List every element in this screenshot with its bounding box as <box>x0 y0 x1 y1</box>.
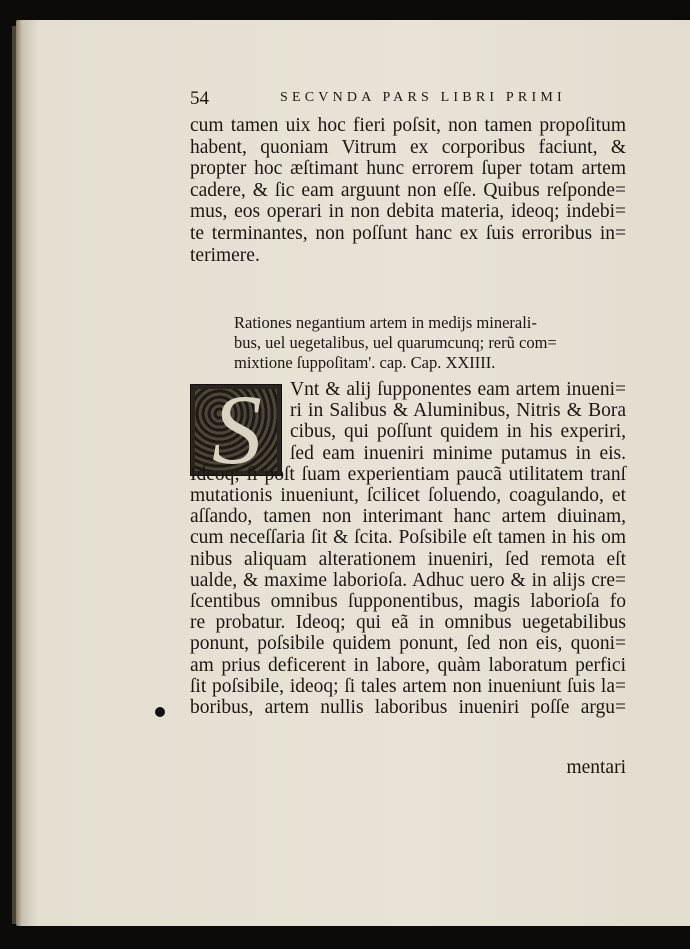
drop-cap-ornament <box>190 384 282 476</box>
text-line: ualde, & maxime laborioſa. Adhuc uero & in alijs cre= <box>190 569 626 591</box>
text-line: ſit poſsibile, ideoq; ſi tales artem non inueniunt ſuis la= <box>190 675 626 697</box>
text-line: cum tamen uix hoc fieri poſsit, non tamen propoſitum <box>190 115 626 136</box>
text-line: ri in Salibus & Aluminibus, Nitris & Bora <box>290 400 626 422</box>
text-line: Ideoq; ſi poſt ſuam experientiam paucã utilitatem tranſ <box>190 463 626 485</box>
text-line: re probatur. Ideoq; qui eã in omnibus uegetabilibus <box>190 612 626 634</box>
ink-blot <box>155 707 165 717</box>
text-line: nibus aliquam alterationem inueniri, ſed remota eſt <box>190 548 626 570</box>
text-line: ſcentibus omnibus ſupponentibus, magis laborioſa fo <box>190 591 626 612</box>
text-line: propter hoc æſtimant hunc errorem ſuper totam artem <box>190 158 626 180</box>
text-line: Vnt & alij ſupponentes eam artem inueni= <box>290 379 626 400</box>
running-head: SECVNDA PARS LIBRI PRIMI <box>280 90 566 105</box>
text-line: aſſando, tamen non interimant hanc artem diuinam, <box>190 506 626 528</box>
page-header <box>190 88 626 112</box>
text-line: ſed eam inueniri minime putamus in eis. <box>290 442 626 464</box>
drop-cap-letter: S <box>212 384 262 476</box>
page-number: 54 <box>190 88 209 109</box>
text-line: bus, uel uegetalibus, uel quarumcunq; rerũ com= <box>234 333 557 352</box>
catchword: mentari <box>566 757 626 778</box>
text-line: terimere. <box>190 244 260 266</box>
text-line: am prius deficerent in labore, quàm laboratum perfici <box>190 654 626 676</box>
text-line: ponunt, poſsibile quidem ponunt, ſed non eis, quoni= <box>190 633 626 655</box>
text-line: Rationes negantium artem in medijs minerali- <box>234 313 537 332</box>
text-line: mus, eos operari in non debita materia, ideoq; indebi= <box>190 201 626 223</box>
text-line: mutationis inueniunt, ſcilicet ſoluendo, coagulando, et <box>190 485 626 506</box>
text-line: habent, quoniam Vitrum ex corporibus faciunt, & <box>190 136 626 158</box>
text-line: te terminantes, non poſſunt hanc ex ſuis erroribus in= <box>190 223 626 244</box>
text-line: boribus, artem nullis laboribus inueniri poſſe argu= <box>190 697 626 718</box>
text-line: cum neceſſaria ſit & ſcita. Poſsibile eſt tamen in his om <box>190 527 626 549</box>
text-line: mixtione ſuppoſitam'. cap. Cap. XXIIII. <box>234 353 496 372</box>
text-line: cibus, qui poſſunt quidem in his experiri, <box>290 421 626 443</box>
text-line: cadere, & ſic eam arguunt non eſſe. Quibus reſponde= <box>190 179 626 201</box>
